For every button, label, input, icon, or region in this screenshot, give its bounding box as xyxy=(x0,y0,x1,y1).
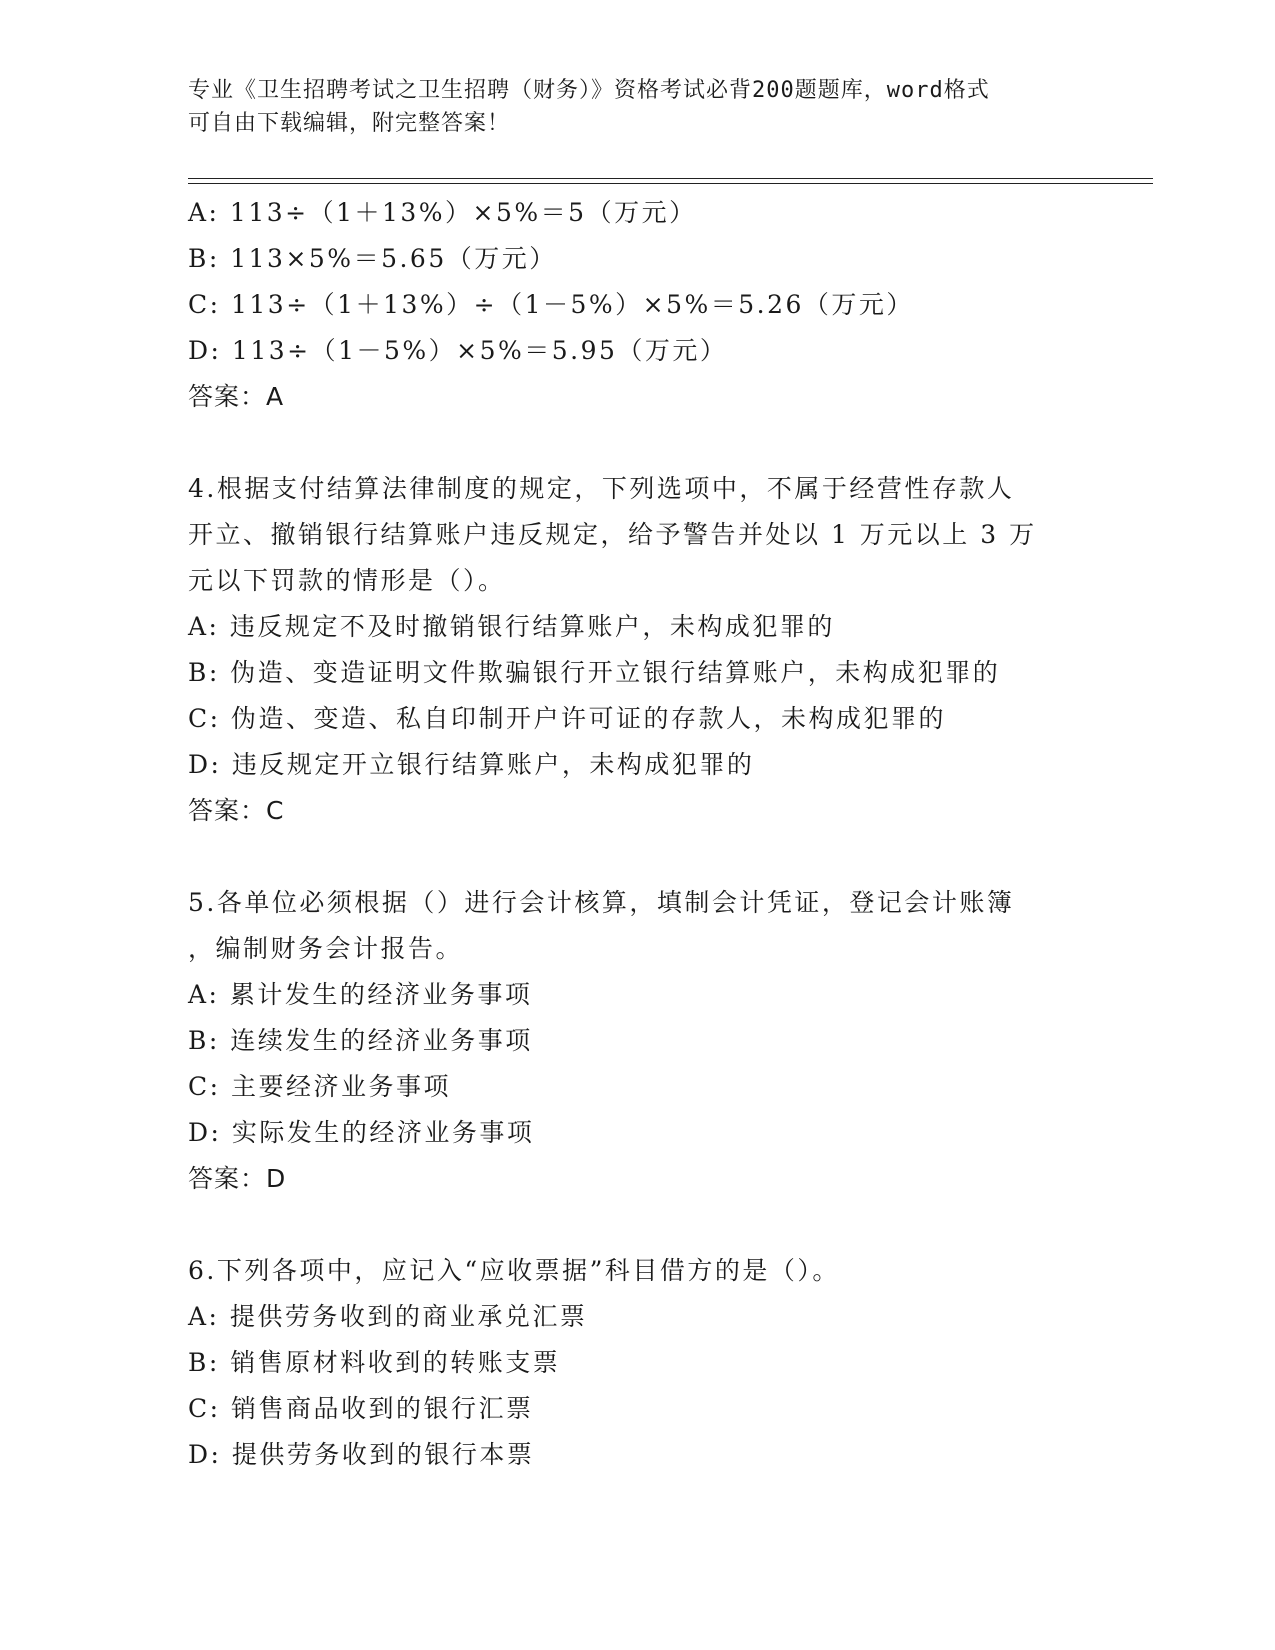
option-d: D: 违反规定开立银行结算账户，未构成犯罪的 xyxy=(188,750,755,779)
question-stem-line: ，编制财务会计报告。 xyxy=(188,934,464,963)
answer: 答案：A xyxy=(188,382,285,411)
question-stem-line: 开立、撤销银行结算账户违反规定，给予警告并处以 1 万元以上 3 万 xyxy=(188,520,1037,549)
option-a: A: 提供劳务收到的商业承兑汇票 xyxy=(188,1302,588,1331)
option-d: D: 提供劳务收到的银行本票 xyxy=(188,1440,535,1469)
question-stem-line: 元以下罚款的情形是（）。 xyxy=(188,566,506,595)
option-a: A: 违反规定不及时撤销银行结算账户，未构成犯罪的 xyxy=(188,612,835,641)
option-d: D: 实际发生的经济业务事项 xyxy=(188,1118,535,1147)
question-stem-line: 4.根据支付结算法律制度的规定，下列选项中，不属于经营性存款人 xyxy=(188,474,1015,503)
document-header xyxy=(188,74,1088,140)
header-line-2: 可自由下载编辑，附完整答案！ xyxy=(188,111,511,136)
option-c: C: 伪造、变造、私自印制开户许可证的存款人，未构成犯罪的 xyxy=(188,704,947,733)
spacer xyxy=(188,834,1148,880)
answer: 答案：C xyxy=(188,796,285,825)
question-stem-line: 6.下列各项中，应记入“应收票据”科目借方的是（）。 xyxy=(188,1256,840,1285)
question-6 xyxy=(188,1248,1148,1478)
option-c: C: 销售商品收到的银行汇票 xyxy=(188,1394,534,1423)
question-4 xyxy=(188,466,1148,834)
question-stem-line: 5.各单位必须根据（）进行会计核算，填制会计凭证，登记会计账簿 xyxy=(188,888,1015,917)
option-d: D: 113÷（1－5%）×5%＝5.95（万元） xyxy=(188,336,728,365)
option-b: B: 伪造、变造证明文件欺骗银行开立银行结算账户，未构成犯罪的 xyxy=(188,658,1001,687)
option-b: B: 113×5%＝5.65（万元） xyxy=(188,244,557,273)
option-a: A: 累计发生的经济业务事项 xyxy=(188,980,533,1009)
header-divider-top xyxy=(188,178,1153,179)
header-divider-bottom xyxy=(188,183,1153,184)
question-3 xyxy=(188,190,1148,420)
option-c: C: 113÷（1＋13%）÷（1－5%）×5%＝5.26（万元） xyxy=(188,290,914,319)
option-b: B: 连续发生的经济业务事项 xyxy=(188,1026,533,1055)
option-a: A: 113÷（1＋13%）×5%＝5（万元） xyxy=(188,198,697,227)
option-b: B: 销售原材料收到的转账支票 xyxy=(188,1348,561,1377)
answer: 答案：D xyxy=(188,1164,287,1193)
option-c: C: 主要经济业务事项 xyxy=(188,1072,451,1101)
spacer xyxy=(188,420,1148,466)
header-line-1: 专业《卫生招聘考试之卫生招聘（财务）》资格考试必背200题题库，word格式 xyxy=(188,78,990,103)
question-5 xyxy=(188,880,1148,1202)
spacer xyxy=(188,1202,1148,1248)
question-content xyxy=(188,190,1148,1478)
